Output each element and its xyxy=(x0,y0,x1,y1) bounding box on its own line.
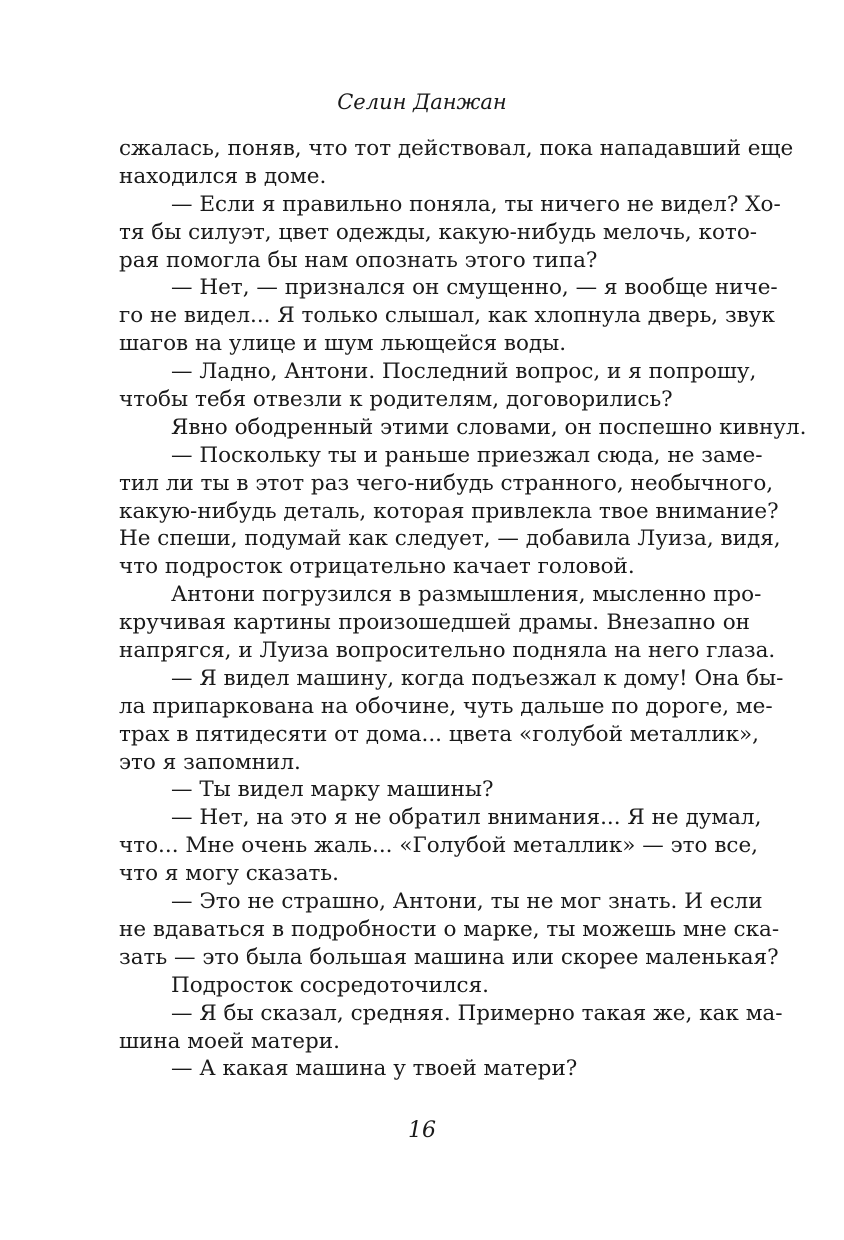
text-line: кручивая картины произошедшей драмы. Внезапно он xyxy=(119,610,750,636)
text-line: ла припаркована на обочине, чуть дальше по дороге, ме- xyxy=(119,693,773,719)
body-text xyxy=(119,135,807,1083)
text-line: тя бы силуэт, цвет одежды, какую-нибудь мелочь, кото- xyxy=(119,219,758,245)
page-number: 16 xyxy=(408,1118,436,1143)
text-line: не вдаваться в подробности о марке, ты можешь мне ска- xyxy=(119,916,780,942)
text-line: это я запомнил. xyxy=(119,749,301,775)
text-line: напрягся, и Луиза вопросительно подняла на него глаза. xyxy=(119,638,776,664)
text-line: — Поскольку ты и раньше приезжал сюда, не заме- xyxy=(171,442,763,468)
text-line: чтобы тебя отвезли к родителям, договорились? xyxy=(119,387,673,413)
text-line: Не спеши, подумай как следует, — добавила Луиза, видя, xyxy=(119,526,781,552)
text-line: — А какая машина у твоей матери? xyxy=(171,1056,578,1082)
text-line: шина моей матери. xyxy=(119,1028,340,1054)
text-line: что... Мне очень жаль... «Голубой металлик» — это все, xyxy=(119,833,759,859)
text-line: — Нет, — признался он смущенно, — я вообще ниче- xyxy=(171,275,778,301)
text-line: — Ты видел марку машины? xyxy=(171,777,494,803)
text-line: — Это не страшно, Антони, ты не мог знать. И если xyxy=(171,889,763,915)
text-line: Подросток сосредоточился. xyxy=(171,972,489,998)
text-line: — Если я правильно поняла, ты ничего не видел? Хо- xyxy=(171,191,781,217)
text-line: Явно ободренный этими словами, он поспешно кивнул. xyxy=(171,414,807,440)
text-line: что подросток отрицательно качает головой. xyxy=(119,554,635,580)
text-line: — Я видел машину, когда подъезжал к дому! Она бы- xyxy=(171,665,784,691)
text-line: какую-нибудь деталь, которая привлекла твое внимание? xyxy=(119,498,779,524)
text-line: Антони погрузился в размышления, мысленно про- xyxy=(171,582,762,608)
text-line: что я могу сказать. xyxy=(119,861,339,887)
text-line: — Ладно, Антони. Последний вопрос, и я попрошу, xyxy=(171,359,757,385)
text-line: рая помогла бы нам опознать этого типа? xyxy=(119,247,598,273)
text-line: — Я бы сказал, средняя. Примерно такая же, как ма- xyxy=(171,1000,783,1026)
text-line: сжалась, поняв, что тот действовал, пока нападавший еще xyxy=(119,136,794,161)
text-line: го не видел... Я только слышал, как хлопнула дверь, звук xyxy=(119,303,775,329)
running-head-author: Селин Данжан xyxy=(337,90,507,114)
text-line: тил ли ты в этот раз чего-нибудь странного, необычного, xyxy=(119,470,774,496)
text-line: трах в пятидесяти от дома... цвета «голубой металлик», xyxy=(119,721,760,747)
text-line: шагов на улице и шум льющейся воды. xyxy=(119,331,567,357)
text-line: — Нет, на это я не обратил внимания... Я не думал, xyxy=(171,805,762,831)
text-line: находился в доме. xyxy=(119,163,327,189)
text-line: зать — это была большая машина или скорее маленькая? xyxy=(119,944,779,970)
